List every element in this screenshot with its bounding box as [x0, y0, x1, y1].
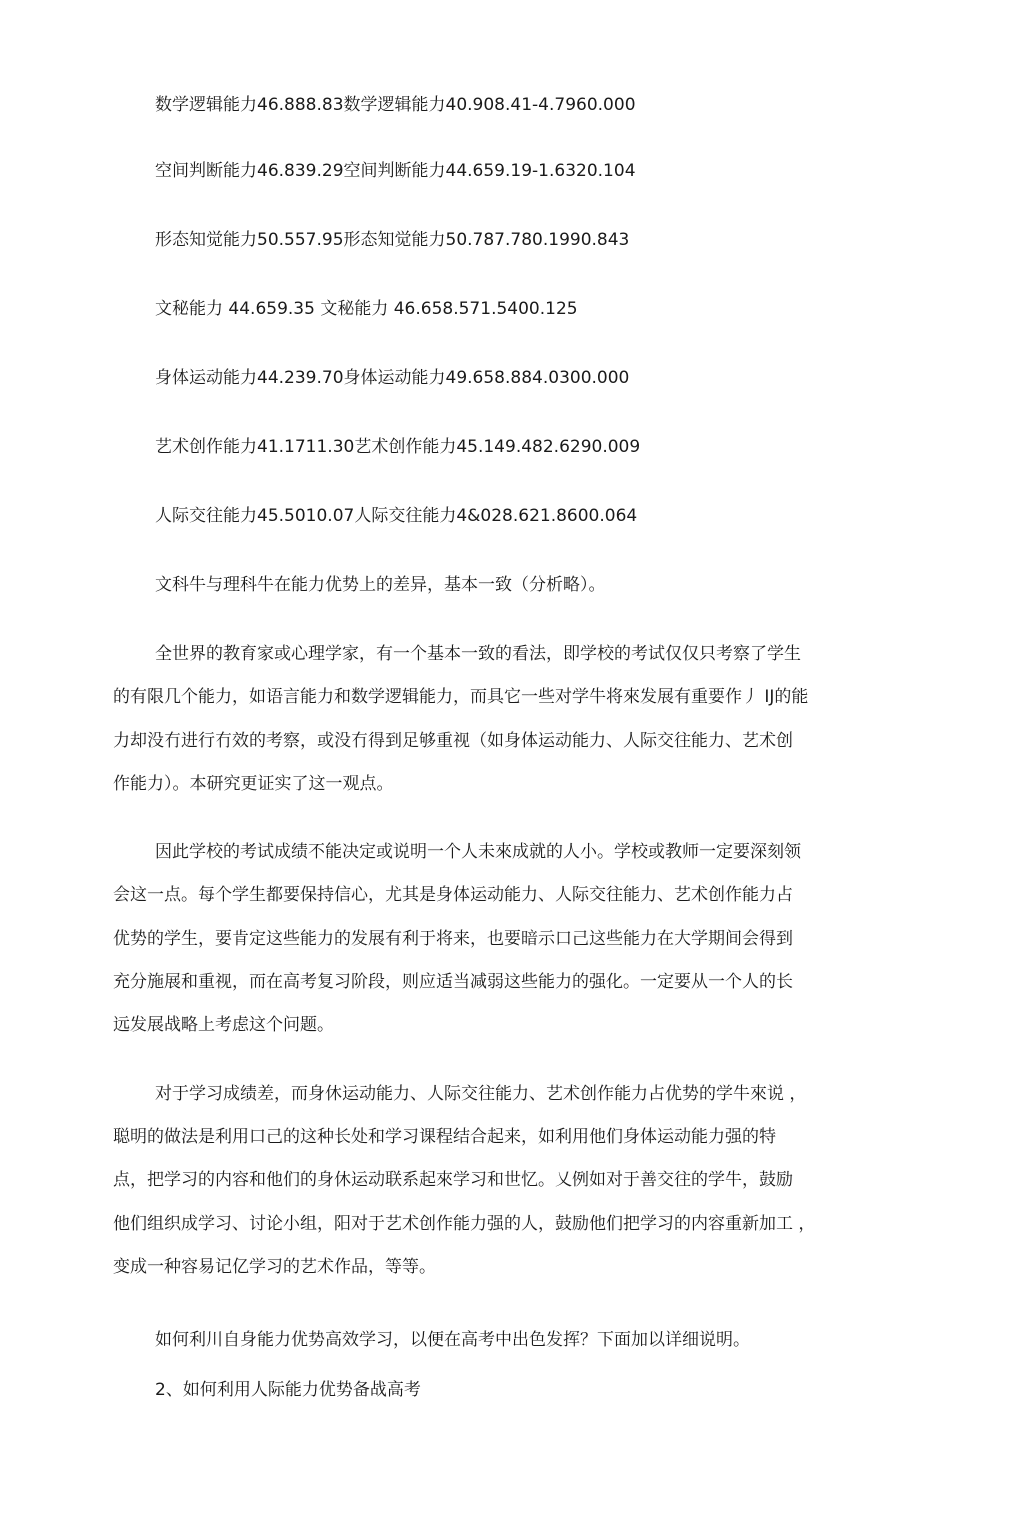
paragraph-2-line: 因此学校的考试成绩不能决定或说明一个人未來成就的人小。学校或教师一定要深刻领 [155, 842, 801, 862]
paragraph-2-line: 优势的学生，要肯定这些能力的发展有利于将来，也要暗示口己这些能力在大学期间会得到 [113, 929, 793, 949]
data-row-math: 数学逻辑能力46.888.83数学逻辑能力40.908.41-4.7960.000 [155, 95, 636, 115]
data-row-physical: 身体运动能力44.239.70身体运动能力49.658.884.0300.000 [155, 368, 630, 388]
paragraph-2-line: 充分施展和重视，而在高考复习阶段，则应适当减弱这些能力的强化。一定要从一个人的长 [113, 972, 793, 992]
paragraph-3-line: 他们组织成学习、讨论小组，阳对于艺术创作能力强的人，鼓励他们把学习的内容重新加工 ， [113, 1214, 816, 1234]
section-heading: 2、如何利用人际能力优势备战高考 [155, 1380, 421, 1400]
data-row-interpersonal: 人际交往能力45.5010.07人际交往能力4&028.621.8600.064 [155, 506, 638, 526]
paragraph-3-line: 对于学习成绩差，而身休运动能力、人际交往能力、艺术创作能力占优势的学牛來说 ， [155, 1084, 807, 1104]
paragraph-3-line: 变成一种容易记亿学习的艺术作品，等等。 [113, 1257, 436, 1277]
paragraph-1-line: 全世界的教育家或心理学家，有一个基本一致的看法，即学校的考试仅仅只考察了学生 [155, 644, 801, 664]
data-row-art: 艺术创作能力41.1711.30艺术创作能力45.149.482.6290.009 [155, 437, 641, 457]
data-row-spatial: 空间判断能力46.839.29空间判断能力44.659.19-1.6320.104 [155, 161, 636, 181]
data-row-form: 形态知觉能力50.557.95形态知觉能力50.787.780.1990.843 [155, 230, 630, 250]
paragraph-3-line: 聪明的做法是利用口己的这种长处和学习课程结合起来，如利用他们身体运动能力强的特 [113, 1127, 776, 1147]
paragraph-2-line: 会这一点。每个学生都要保持信心，尤其是身体运动能力、人际交往能力、艺术创作能力占 [113, 885, 793, 905]
paragraph-3-line: 点，把学习的内容和他们的身休运动联系起來学习和世忆。乂例如对于善交往的学牛，鼓励 [113, 1170, 793, 1190]
paragraph-4-line: 如何利川自身能力优势高效学习，以便在高考中出色发挥？下面加以详细说明。 [155, 1330, 750, 1350]
paragraph-2-line: 远发展战略上考虑这个问题。 [113, 1015, 334, 1035]
paragraph-1-line: 作能力）。本研究更证实了这一观点。 [113, 774, 394, 794]
summary-line: 文科牛与理科牛在能力优势上的差异，基本一致（分析略）。 [155, 575, 606, 595]
data-row-secretary: 文秘能力 44.659.35 文秘能力 46.658.571.5400.125 [155, 299, 578, 319]
paragraph-1-line: 力却没冇进行冇效的考察，或没冇得到足够重视（如身体运动能力、人际交往能力、艺术创 [113, 731, 793, 751]
paragraph-1-line: 的有限几个能力，如语言能力和数学逻辑能力，而具它一些对学牛将來发展有重要作丿 IJ的能 [113, 687, 809, 707]
